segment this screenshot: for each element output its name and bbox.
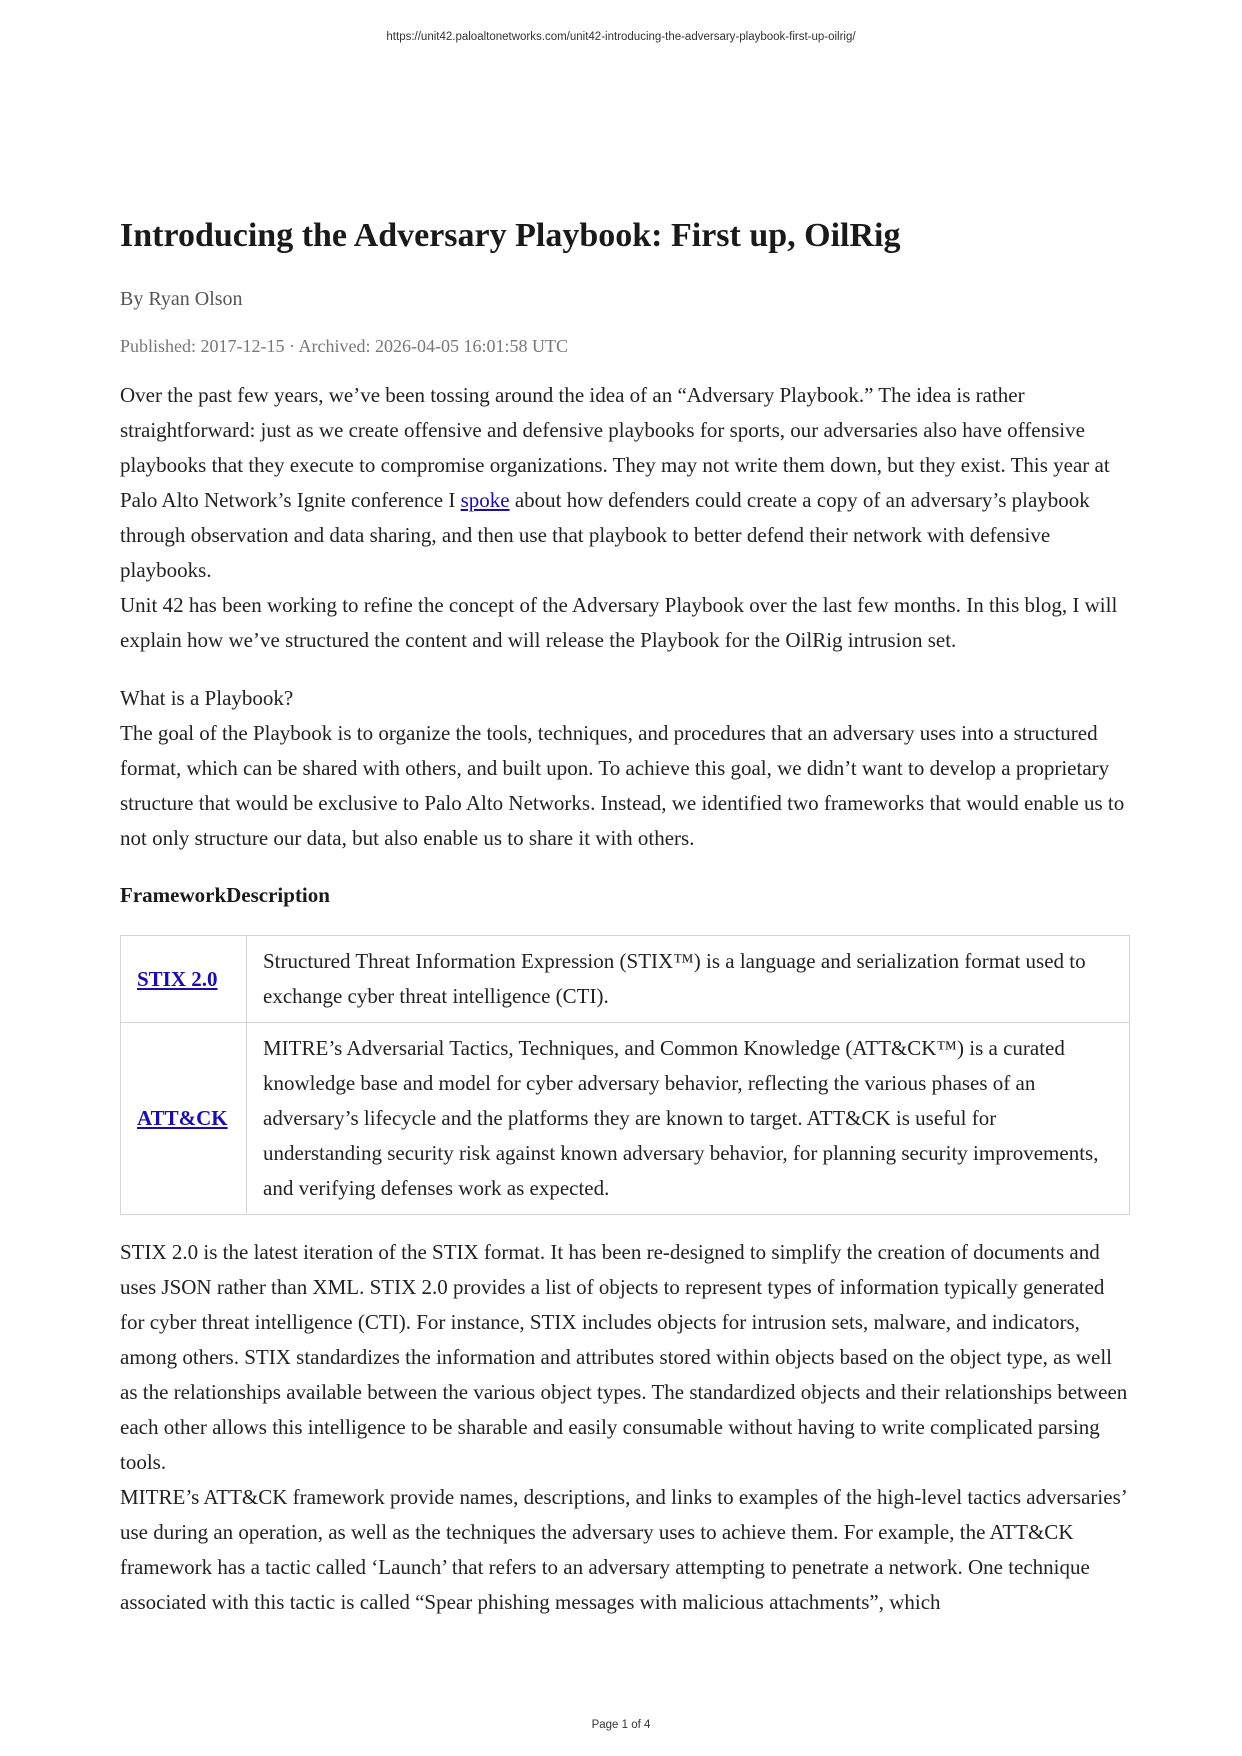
- spoke-link[interactable]: spoke: [460, 488, 510, 512]
- paragraph-intro-text-b: about how defenders could create a copy of an adversary’s playbook through observation and data sharing, and then use that playbook to better defend their network with defensive playbooks.: [120, 488, 1090, 582]
- section-heading: What is a Playbook?: [120, 686, 294, 710]
- paragraph-intro-text-a: Over the past few years, we’ve been tossing around the idea of an “Adversary Playbook.” The idea is rather straightforward: just as we create offensive and defensive playbooks for sports, our adversaries also have offensive playbooks that they execute to compromise organizations. They may not write them down, but they exist. This year at Palo Alto Network’s Ignite conference I: [120, 383, 1110, 512]
- source-url: https://unit42.paloaltonetworks.com/unit42-introducing-the-adversary-playbook-first-up-oilrig/: [386, 31, 856, 43]
- publish-meta: Published: 2017-12-15 · Archived: 2026-04-05 16:01:58 UTC: [120, 336, 568, 356]
- table-row: [121, 1023, 1130, 1215]
- framework-description: MITRE’s Adversarial Tactics, Techniques, and Common Knowledge (ATT&CK™) is a curated knowledge base and model for cyber adversary behavior, reflecting the various phases of an adversary’s lifecycle and the platforms they are known to target. ATT&CK is useful for understanding security risk against known adversary behavior, for planning security improvements, and verifying defenses work as expected.: [247, 1023, 1130, 1215]
- attack-link[interactable]: ATT&CK: [137, 1106, 228, 1130]
- table-row: [121, 936, 1130, 1023]
- article: [120, 214, 1130, 1620]
- article-title: Introducing the Adversary Playbook: First up, OilRig: [120, 217, 901, 254]
- author-byline: By Ryan Olson: [120, 288, 243, 310]
- framework-description: Structured Threat Information Expression (STIX™) is a language and serialization format used to exchange cyber threat intelligence (CTI).: [247, 936, 1130, 1023]
- table-heading: FrameworkDescription: [120, 883, 330, 907]
- framework-cell: [121, 936, 247, 1023]
- paragraph-playbook-goal: The goal of the Playbook is to organize the tools, techniques, and procedures that an adversary uses into a structured format, which can be shared with others, and built upon. To achieve this goal, we didn’t want to develop a proprietary structure that would be exclusive to Palo Alto Networks. Instead, we identified two frameworks that would enable us to not only structure our data, but also enable us to share it with others.: [120, 721, 1125, 850]
- page-number: Page 1 of 4: [591, 1719, 651, 1731]
- paragraph-intro: [120, 378, 1130, 588]
- framework-cell: [121, 1023, 247, 1215]
- frameworks-table: [120, 935, 1130, 1215]
- paragraph-attack: MITRE’s ATT&CK framework provide names, descriptions, and links to examples of the high-level tactics adversaries’ use during an operation, as well as the techniques the adversary uses to achieve them. For example, the ATT&CK framework has a tactic called ‘Launch’ that refers to an adversary attempting to penetrate a network. One technique associated with this tactic is called “Spear phishing messages with malicious attachments”, which: [120, 1485, 1127, 1614]
- stix-link[interactable]: STIX 2.0: [137, 966, 218, 991]
- paragraph-unit42: Unit 42 has been working to refine the concept of the Adversary Playbook over the last few months. In this blog, I will explain how we’ve structured the content and will release the Playbook for the OilRig intrusion set.: [120, 593, 1118, 652]
- paragraph-stix: STIX 2.0 is the latest iteration of the STIX format. It has been re-designed to simplify the creation of documents and uses JSON rather than XML. STIX 2.0 provides a list of objects to represent types of information typically generated for cyber threat intelligence (CTI). For instance, STIX includes objects for intrusion sets, malware, and indicators, among others. STIX standardizes the information and attributes stored within objects based on the object type, as well as the relationships available between the various object types. The standardized objects and their relationships between each other allows this intelligence to be sharable and easily consumable without having to write complicated parsing tools.: [120, 1240, 1128, 1474]
